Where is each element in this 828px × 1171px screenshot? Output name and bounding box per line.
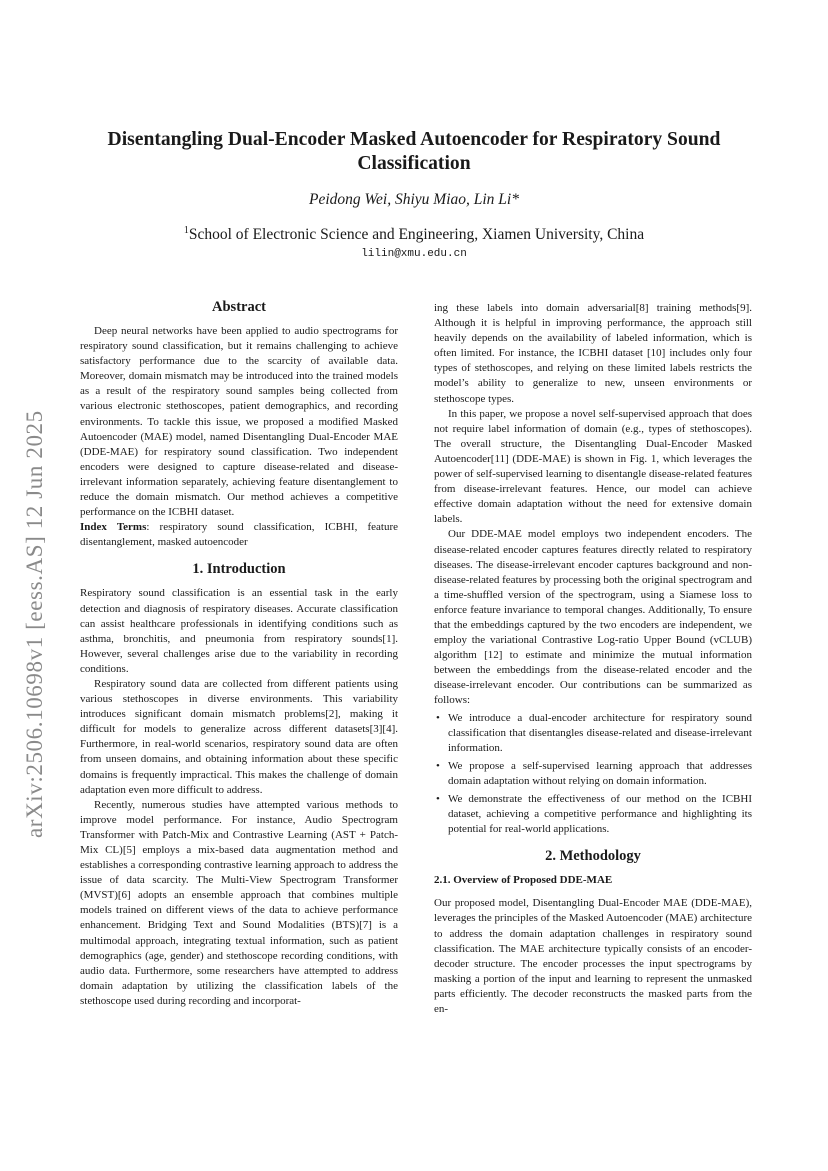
affiliation bbox=[80, 225, 748, 244]
affiliation-mark: 1 bbox=[183, 225, 189, 236]
bullet-icon: • bbox=[436, 759, 440, 772]
intro-paragraph-2: Respiratory sound data are collected from different patients using various stethoscopes in diverse environments. This variability introduces significant domain mismatch problems[2], making it difficult for models to generalize across different datasets[3][4]. Furthermore, in real-world scenarios, respiratory sound data are often from unseen domains, and obtaining information about these specific domains is frequently impractical. This makes the challenge of domain adaptation even more difficult to address. bbox=[80, 677, 398, 796]
list-item bbox=[434, 711, 752, 756]
arxiv-stamp: arXiv:2506.10698v1 [eess.AS] 12 Jun 2025 bbox=[22, 410, 47, 838]
contribution-text: We propose a self-supervised learning approach that addresses domain adaptation without relying on domain information. bbox=[448, 759, 752, 787]
index-terms-text: : respiratory sound classification, ICBHI, feature disentanglement, masked autoencoder bbox=[80, 521, 398, 549]
right-column bbox=[434, 301, 752, 1017]
contribution-text: We demonstrate the effectiveness of our method on the ICBHI dataset, achieving a competitive performance and highlighting its potential for real-world applications. bbox=[448, 793, 752, 836]
intro-paragraph-5: Our DDE-MAE model employs two independent encoders. The disease-related encoder captures features directly related to respiratory diseases. The disease-irrelevant encoder captures background and non-disease-related features by processing both the original spectrogram and a time-shuffled version of the spectrogram, using a Siamese loss to enforce feature invariance to temporal changes. Additionally, To ensure that the embeddings captured by the two encoders are independent, we employ the variational Contrastive Log-ratio Upper Bound (vCLUB) algorithm [12] to estimate and minimize the mutual information between the embeddings from the disease-related encoder and the disease-irrelevant encoder. Our contributions can be summarized as follows: bbox=[434, 528, 752, 707]
intro-paragraph-1: Respiratory sound classification is an essential task in the early detection and diagnosis of respiratory diseases. Accurate classification can assist healthcare professionals in identifying conditions such as asthma, bronchitis, and pneumonia from respiratory sounds[1]. However, several challenges arise due to the variability in recording conditions. bbox=[80, 587, 398, 675]
methodology-heading: 2. Methodology bbox=[545, 848, 641, 865]
authors: Peidong Wei, Shiyu Miao, Lin Li* bbox=[309, 191, 519, 208]
intro-paragraph-3-continued: ing these labels into domain adversarial[8] training methods[9]. Although it is helpful in improving performance, the approach still heavily depends on the availability of labeled information, which is often limited. For instance, the ICBHI dataset [10] includes only four types of stethoscopes, and relying on these limited labels restricts the model’s ability to generalize to new, unseen environments or stethoscope types. bbox=[434, 302, 752, 405]
list-item bbox=[434, 759, 752, 789]
overview-subheading: 2.1. Overview of Proposed DDE-MAE bbox=[434, 874, 613, 887]
author-email: lilin@xmu.edu.cn bbox=[361, 248, 467, 260]
intro-paragraph-4: In this paper, we propose a novel self-supervised approach that does not require label information of domain (e.g., types of stethoscopes). The overall structure, the Disentangling Dual-Encoder Masked Autoencoder[11] (DDE-MAE) is shown in Fig. 1, which leverages the power of self-supervised learning to disentangle disease-related features from disease-irrelevant features. Hence, our model can achieve effective domain adaptation without the need for extensive domain labels. bbox=[434, 407, 752, 526]
abstract-text: Deep neural networks have been applied to audio spectrograms for respiratory sound classification, but it remains challenging to achieve satisfactory performance due to the scarcity of available data. Moreover, domain mismatch may be introduced into the trained models as a result of the respiratory sound samples being collected from various electronic stethoscopes, patient demographics, and recording environments. To tackle this issue, we proposed a modified Masked Autoencoder (MAE) model, named Disentangling Dual-Encoder MAE (DDE-MAE) for respiratory sound classification. Two independent encoders were designed to capture disease-related and disease-irrelevant information separately, achieving feature disentanglement to reduce the domain mismatch. Our method achieves a competitive performance on the ICBHI dataset. bbox=[80, 325, 398, 519]
left-column bbox=[80, 298, 398, 1009]
bullet-icon: • bbox=[436, 793, 440, 805]
intro-heading: 1. Introduction bbox=[192, 561, 286, 578]
contribution-text: We introduce a dual-encoder architecture for respiratory sound classification that disentangles disease-related and disease-irrelevant information. bbox=[448, 711, 752, 754]
contributions-list bbox=[434, 711, 752, 838]
affiliation-text: School of Electronic Science and Engineering, Xiamen University, China bbox=[188, 226, 645, 243]
bullet-icon: • bbox=[436, 711, 440, 724]
methodology-paragraph-1: Our proposed model, Disentangling Dual-Encoder MAE (DDE-MAE), leverages the principles of the Masked Autoencoder (MAE) architecture to address the domain adaptation challenges in respiratory sound classification. The MAE architecture typically consists of an encoder-decoder structure. The encoder processes the input spectrograms by masking a portion of the input and learning to represent the unmasked parts efficiently. The decoder reconstructs the masked parts from the en- bbox=[434, 897, 752, 1016]
list-item bbox=[434, 792, 752, 837]
title-line-2: Classification bbox=[357, 153, 471, 174]
intro-paragraph-3: Recently, numerous studies have attempted various methods to improve model performance. For instance, Audio Spectrogram Transformer with Patch-Mix and Contrastive Learning (AST + Patch-Mix CL)[5] employs a mix-based data augmentation method and establishes a corresponding contrastive learning approach to address the issue of data scarcity. The Multi-View Spectrogram Transformer (MVST)[6] adopts an ensemble approach that combines multiple models trained on different views of the data to achieve performance enhancement. Bridging Text and Sound Modalities (BTS)[7] is a multimodal approach, integrating textual information, such as patient demographics (age, gender) and stethoscope recording conditions, with audio data. Furthermore, some researchers have attempted to address domain adaptation by utilizing the classification labels of the stethoscope used during recording and incorporat- bbox=[80, 798, 398, 1007]
abstract-heading: Abstract bbox=[212, 299, 266, 315]
paper-title bbox=[80, 128, 748, 176]
index-terms-label: Index Terms bbox=[80, 521, 147, 534]
title-line-1: Disentangling Dual-Encoder Masked Autoencoder for Respiratory Sound bbox=[107, 129, 721, 150]
index-terms bbox=[80, 520, 398, 550]
